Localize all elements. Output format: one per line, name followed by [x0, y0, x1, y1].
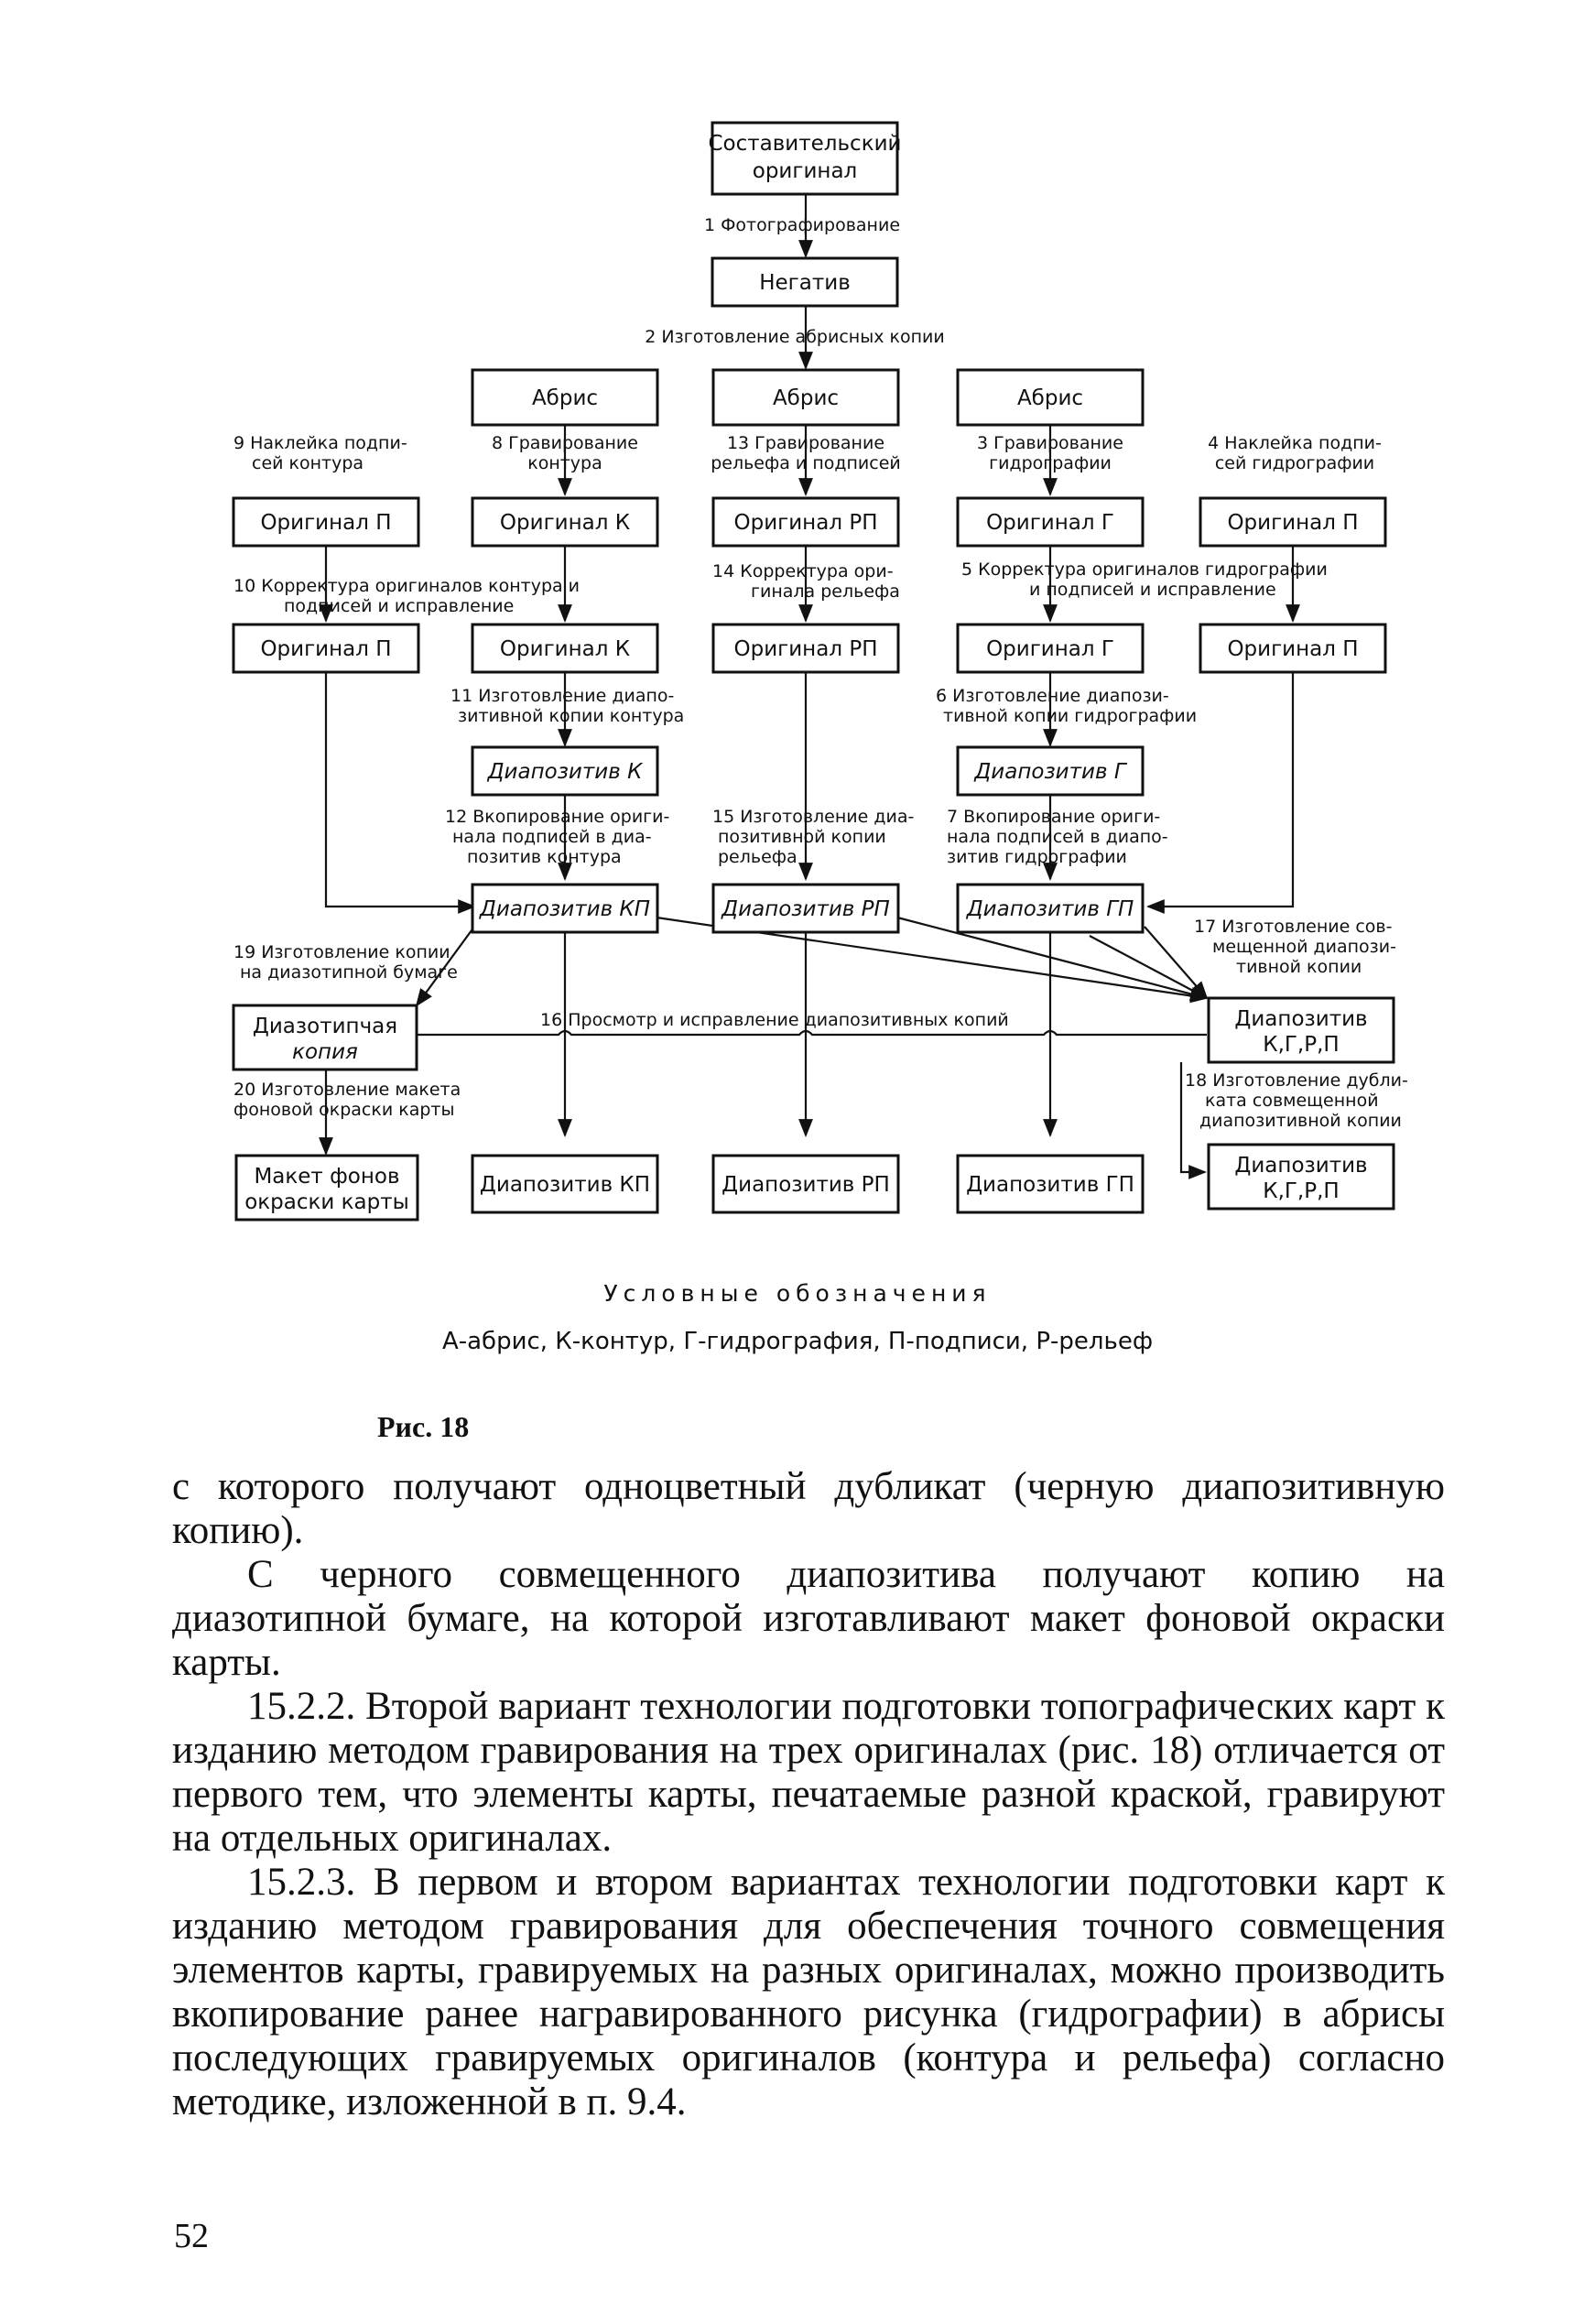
step-label: нала подписей в диапо- [947, 827, 1168, 847]
box-label: К,Г,Р,П [1263, 1033, 1340, 1057]
box-label: Диапозитив Г [974, 760, 1126, 784]
legend-text: А-абрис, К-контур, Г-гидрография, П-подписи, Р-рельеф [441, 1328, 1154, 1355]
step-label: позитив контура [467, 847, 622, 867]
step-label: тивной копии [1236, 957, 1362, 977]
box-label: Негатив [759, 271, 851, 295]
step-label: сей гидрографии [1214, 453, 1375, 473]
box-label: Диапозитив ГП [966, 897, 1134, 921]
step-label: ката совмещенной [1205, 1091, 1379, 1111]
step-label: нала подписей в диа- [452, 827, 652, 847]
box-diapositive-kgrp-duplicate [1209, 1145, 1394, 1209]
box-label: Оригинал П [260, 637, 392, 661]
box-label: Диапозитив РП [722, 1173, 890, 1197]
step-label: 20 Изготовление макета [233, 1080, 461, 1100]
box-label: Оригинал РП [733, 637, 878, 661]
box-label: Абрис [772, 386, 840, 410]
step-label: зитив гидрографии [947, 847, 1127, 867]
box-original-rp [713, 624, 898, 672]
box-abris [958, 370, 1143, 425]
box-diazotype-copy [233, 1005, 417, 1070]
box-label: Макет фонов [254, 1165, 400, 1189]
step-label: и подписей и исправление [1029, 580, 1276, 600]
step-label: сей контура [252, 453, 364, 473]
box-abris [472, 370, 657, 425]
box-label: Оригинал П [1227, 637, 1359, 661]
paragraph: 15.2.2. Второй вариант технологии подготовки топографических карт к изданию методом гравирования на трех оригиналах (рис. 18) отличается от первого тем, что элементы карты, печатаемые разной краской, гравируют на отдельных оригиналах. [172, 1685, 1445, 1860]
step-label: контура [527, 453, 602, 473]
box-final-diapositive-rp [713, 1156, 898, 1212]
box-abris [713, 370, 898, 425]
box-label: Оригинал П [1227, 511, 1359, 535]
paragraph: с которого получают одноцветный дубликат (черную диапозитивную копию). [172, 1465, 1445, 1552]
box-original-rp [713, 498, 898, 546]
step-label: 8 Гравирование [492, 433, 638, 453]
box-label: окраски карты [244, 1190, 409, 1214]
figure-caption: Рис. 18 [377, 1410, 470, 1443]
step-label: мещенной диапози- [1212, 937, 1396, 957]
step-label: 2 Изготовление абрисных копии [645, 327, 945, 347]
box-label: Диапозитив РП [722, 897, 890, 921]
box-final-diapositive-gp [958, 1156, 1143, 1212]
step-label: на диазотипной бумаге [240, 962, 458, 983]
box-label: Оригинал Г [986, 511, 1114, 535]
step-label: фоновой окраски карты [233, 1100, 455, 1120]
step-label: 18 Изготовление дубли- [1185, 1070, 1408, 1091]
paragraph: С черного совмещенного диапозитива получают копию на диазотипной бумаге, на которой изготавливают макет фоновой окраски карты. [172, 1553, 1445, 1684]
box-label: Оригинал К [499, 637, 631, 661]
box-diapositive-kp [472, 885, 657, 932]
box-diapositive-k [472, 747, 657, 795]
step-label: зитивной копии контура [458, 706, 685, 726]
step-label: 9 Наклейка подпи- [233, 433, 407, 453]
box-diapositive-g [958, 747, 1143, 795]
connector-line [326, 672, 474, 907]
box-diapositive-kgrp [1209, 998, 1394, 1062]
box-background-layout [236, 1156, 418, 1220]
step-label: рельефа и подписей [711, 453, 901, 473]
step-label: 10 Корректура оригиналов контура и [233, 576, 580, 596]
box-label: Оригинал К [499, 511, 631, 535]
body-text [172, 1465, 1445, 2124]
step-label: тивной копии гидрографии [943, 706, 1198, 726]
step-label: 17 Изготовление сов- [1194, 917, 1393, 937]
box-diapositive-rp [713, 885, 898, 932]
step-label: 12 Вкопирование ориги- [445, 807, 670, 827]
box-label: Абрис [1016, 386, 1084, 410]
flowchart-boxes [233, 123, 1394, 1220]
step-label: 3 Гравирование [977, 433, 1123, 453]
step-label: 15 Изготовление диа- [712, 807, 915, 827]
box-label: Оригинал П [260, 511, 392, 535]
box-label: Абрис [531, 386, 599, 410]
step-label: диапозитивной копии [1199, 1111, 1402, 1131]
step-label: 4 Наклейка подпи- [1208, 433, 1382, 453]
box-label: Диапозитив КП [479, 897, 651, 921]
box-label: Диапозитив [1234, 1007, 1368, 1031]
step-label: гидрографии [989, 453, 1112, 473]
box-label: Диапозитив [1234, 1154, 1368, 1178]
box-label: Оригинал РП [733, 511, 878, 535]
step-label: 6 Изготовление диапози- [936, 686, 1169, 706]
box-diapositive-gp [958, 885, 1143, 932]
step-label: подписей и исправление [284, 596, 515, 616]
step-label: рельефа [718, 847, 798, 867]
box-original-k [472, 498, 657, 546]
box-label: Диазотипчая [252, 1015, 398, 1038]
box-label: копия [292, 1040, 358, 1064]
step-label: 19 Изготовление копии [233, 942, 450, 962]
step-label: 16 Просмотр и исправление диапозитивных копий [540, 1010, 1009, 1030]
box-label: Оригинал Г [986, 637, 1114, 661]
connector-line [1145, 927, 1207, 998]
box-label: Диапозитив К [487, 760, 643, 784]
step-label: гинала рельефа [751, 581, 900, 602]
paragraph: 15.2.3. В первом и втором вариантах технологии подготовки карт к изданию методом гравирования для обеспечения точного совмещения элементов карты, гравируемых на разных оригиналах, можно производить вкопирование ранее награвированного рисунка (гидрографии) в абрисы последующих гравируемых оригиналов (контура и рельефа) согласно методике, изложенной в п. 9.4. [172, 1861, 1445, 2123]
box-original-k [472, 624, 657, 672]
step-label: 1 Фотографирование [703, 215, 901, 235]
box-label: К,Г,Р,П [1263, 1179, 1340, 1203]
step-label: 14 Корректура ори- [712, 561, 894, 581]
legend-title: Условные обозначения [603, 1280, 992, 1307]
page-number: 52 [174, 2217, 209, 2255]
connector-line [417, 1031, 1207, 1035]
box-original-p [233, 624, 418, 672]
step-label: 7 Вкопирование ориги- [947, 807, 1161, 827]
step-label: 5 Корректура оригиналов гидрографии [961, 559, 1328, 580]
box-source-original [708, 123, 901, 194]
box-label: Составительский [708, 132, 902, 156]
step-label: 11 Изготовление диапо- [450, 686, 675, 706]
box-label: оригинал [752, 159, 858, 183]
box-original-p [1200, 624, 1385, 672]
box-final-diapositive-kp [472, 1156, 657, 1212]
step-label: 13 Гравирование [726, 433, 885, 453]
box-original-g [958, 624, 1143, 672]
box-label: Диапозитив ГП [966, 1173, 1134, 1197]
box-negative [712, 258, 897, 306]
step-label: позитивной копии [718, 827, 886, 847]
box-label: Диапозитив КП [479, 1173, 651, 1197]
box-original-p [1200, 498, 1385, 546]
box-original-g [958, 498, 1143, 546]
box-original-p [233, 498, 418, 546]
